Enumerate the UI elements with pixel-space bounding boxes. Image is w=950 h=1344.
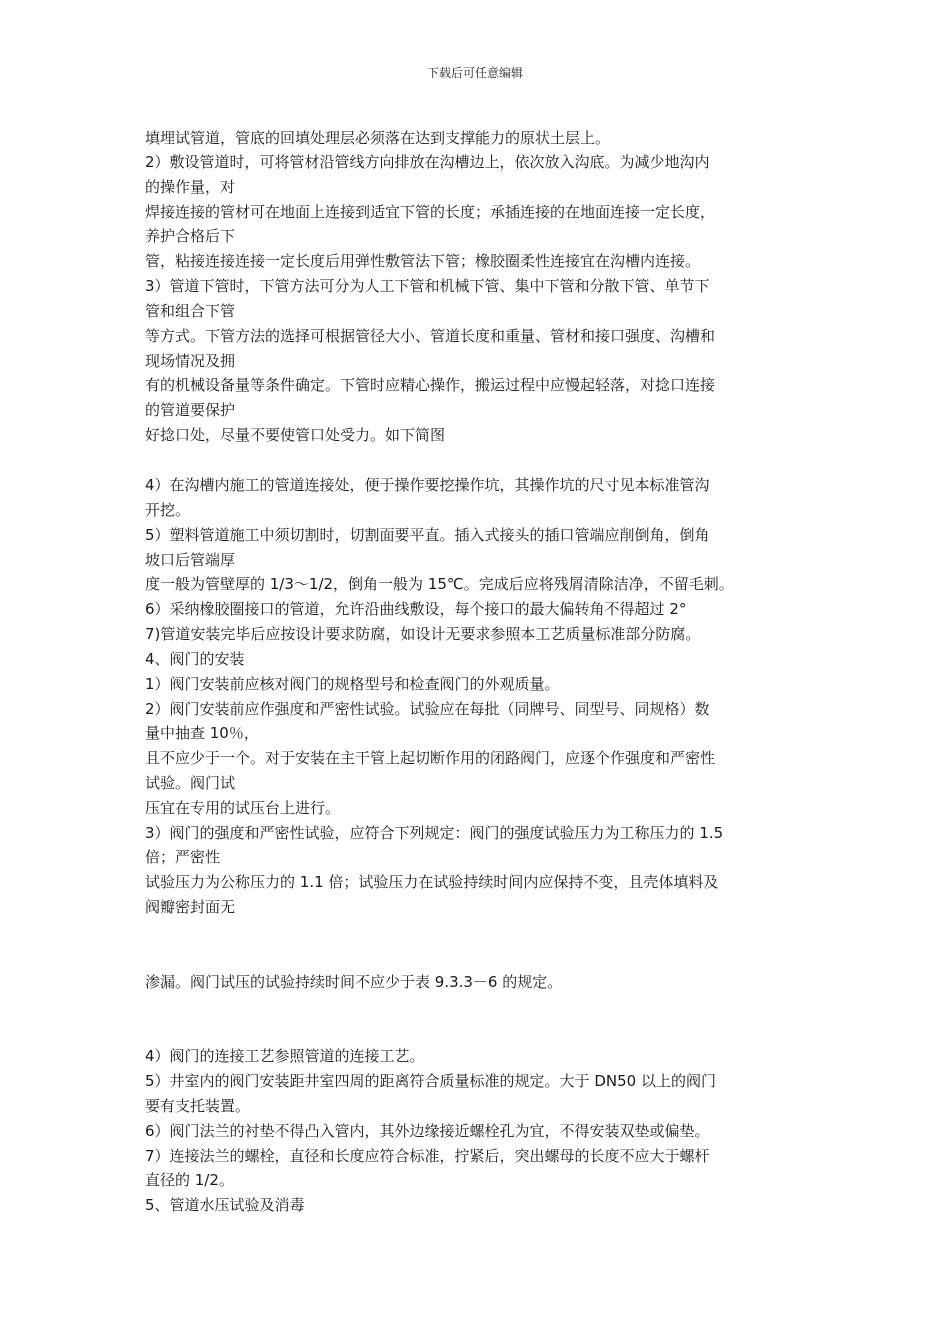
text-line: 开挖。 bbox=[145, 501, 191, 519]
text-line: 管和组合下管 bbox=[145, 302, 236, 320]
page-header: 下载后可任意编辑 bbox=[426, 66, 523, 80]
text-line: 有的机械设备量等条件确定。下管时应精心操作，搬运过程中应慢起轻落，对捻口连接 bbox=[145, 376, 716, 394]
text-line: 2）阀门安装前应作强度和严密性试验。试验应在每批（同牌号、同型号、同规格）数 bbox=[145, 700, 710, 718]
text-line: 3）阀门的强度和严密性试验，应符合下列规定：阀门的强度试验压力为工称压力的 1.5 bbox=[145, 824, 724, 842]
text-line: 6）采纳橡胶圈接口的管道，允许沿曲线敷设，每个接口的最大偏转角不得超过 2° bbox=[145, 600, 687, 618]
text-line: 6）阀门法兰的衬垫不得凸入管内，其外边缘接近螺栓孔为宜，不得安装双垫或偏垫。 bbox=[145, 1122, 710, 1140]
text-line: 2）敷设管道时，可将管材沿管线方向排放在沟槽边上，依次放入沟底。为减少地沟内 bbox=[145, 153, 710, 171]
text-line: 的管道要保护 bbox=[145, 401, 236, 419]
text-line: 5）塑料管道施工中须切割时，切割面要平直。插入式接头的插口管端应削倒角，倒角 bbox=[145, 526, 710, 544]
text-line: 5）井室内的阀门安装距井室四周的距离符合质量标准的规定。大于 DN50 以上的阀门 bbox=[145, 1072, 716, 1090]
text-line: 坡口后管端厚 bbox=[145, 551, 236, 569]
text-line: 3）管道下管时，下管方法可分为人工下管和机械下管、集中下管和分散下管、单节下 bbox=[145, 277, 710, 295]
text-line: 量中抽查 10％， bbox=[145, 724, 259, 742]
text-line: 管，粘接连接连接一定长度后用弹性敷管法下管；橡胶圈柔性连接宜在沟槽内连接。 bbox=[145, 252, 701, 270]
section-heading: 4、阀门的安装 bbox=[145, 650, 245, 668]
text-line: 倍；严密性 bbox=[145, 848, 221, 866]
text-line: 压宜在专用的试压台上进行。 bbox=[145, 799, 341, 817]
text-line: 7）连接法兰的螺栓，直径和长度应符合标准，拧紧后，突出螺母的长度不应大于螺杆 bbox=[145, 1147, 710, 1165]
text-line: 7)管道安装完毕后应按设计要求防腐，如设计无要求参照本工艺质量标准部分防腐。 bbox=[145, 625, 701, 643]
text-line: 度一般为管壁厚的 1/3～1/2，倒角一般为 15℃。完成后应将残屑清除洁净，不留毛刺。 bbox=[145, 575, 734, 593]
text-line: 4）阀门的连接工艺参照管道的连接工艺。 bbox=[145, 1047, 425, 1065]
section-heading: 5、管道水压试验及消毒 bbox=[145, 1196, 305, 1214]
text-line: 焊接连接的管材可在地面上连接到适宜下管的长度；承插连接的在地面连接一定长度， bbox=[145, 203, 716, 221]
text-line: 养护合格后下 bbox=[145, 227, 236, 245]
text-line: 直径的 1/2。 bbox=[145, 1171, 234, 1189]
text-line: 好捻口处，尽量不要使管口处受力。如下简图 bbox=[145, 426, 446, 444]
text-line: 的操作量，对 bbox=[145, 178, 236, 196]
text-line: 现场情况及拥 bbox=[145, 352, 236, 370]
text-line: 试验压力为公称压力的 1.1 倍；试验压力在试验持续时间内应保持不变，且壳体填料及 bbox=[145, 873, 719, 891]
text-line: 等方式。下管方法的选择可根据管径大小、管道长度和重量、管材和接口强度、沟槽和 bbox=[145, 327, 716, 345]
text-line: 试验。阀门试 bbox=[145, 774, 236, 792]
text-line: 渗漏。阀门试压的试验持续时间不应少于表 9.3.3－6 的规定。 bbox=[145, 973, 563, 991]
text-line: 且不应少于一个。对于安装在主干管上起切断作用的闭路阀门，应逐个作强度和严密性 bbox=[145, 749, 716, 767]
text-line: 填埋试管道，管底的回填处理层必须落在达到支撑能力的原状土层上。 bbox=[145, 129, 611, 147]
text-line: 1）阀门安装前应核对阀门的规格型号和检查阀门的外观质量。 bbox=[145, 675, 560, 693]
text-line: 要有支托装置。 bbox=[145, 1097, 251, 1115]
text-line: 阀瓣密封面无 bbox=[145, 898, 236, 916]
text-line: 4）在沟槽内施工的管道连接处，便于操作要挖操作坑，其操作坑的尺寸见本标准管沟 bbox=[145, 476, 710, 494]
